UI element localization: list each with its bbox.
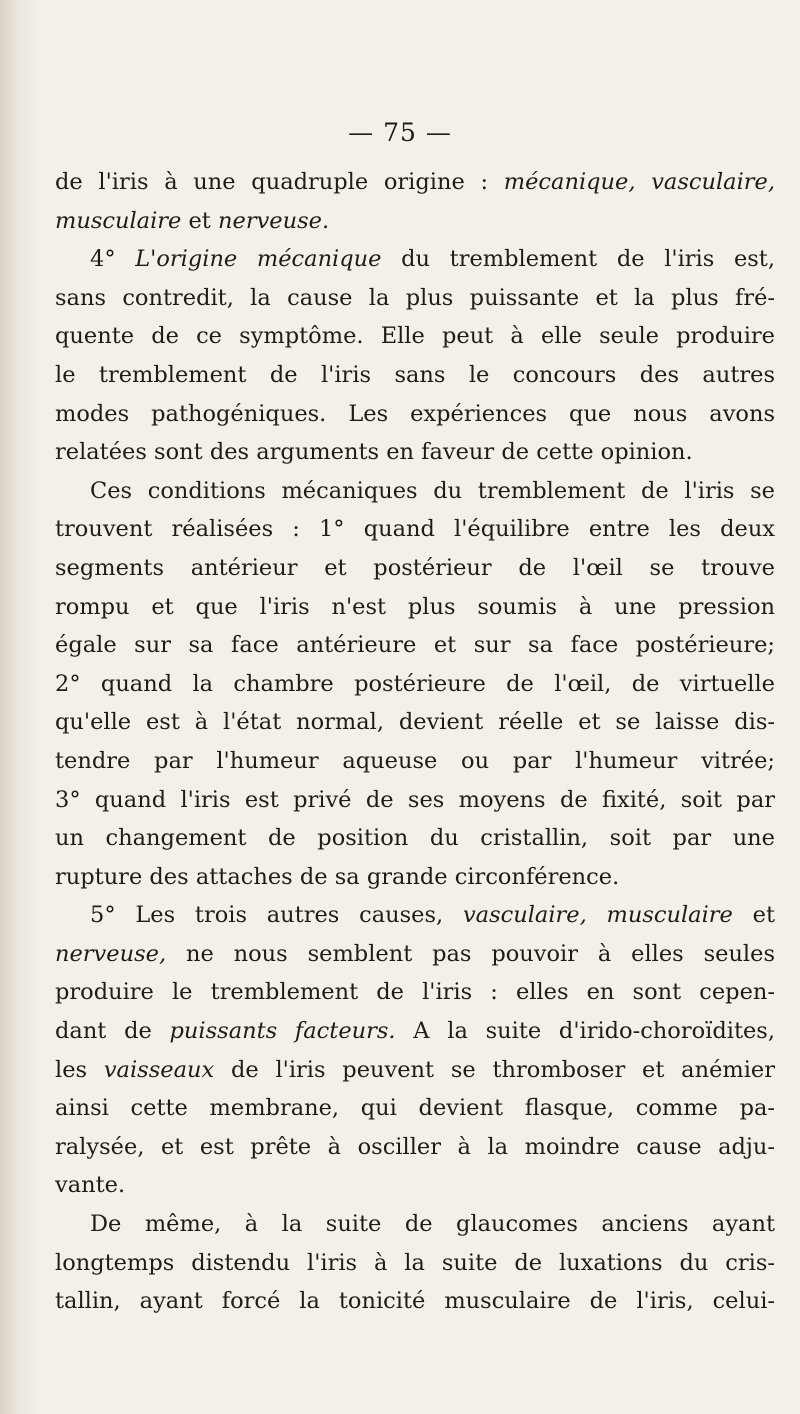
text-run: de l'iris à une quadruple origine : [55, 169, 504, 195]
text-run: le tremblement de l'iris sans le concours des autres [55, 361, 775, 388]
text-run: tallin, ayant forcé la tonicité musculaire de l'iris, celui- [55, 1288, 775, 1315]
text-line [55, 858, 775, 897]
text-line [55, 742, 775, 781]
text-line [55, 1166, 775, 1205]
italic-text: nerveuse. [218, 207, 330, 234]
text-line [55, 935, 775, 974]
text-line [55, 202, 775, 241]
text-run: les [55, 1056, 104, 1083]
text-line [55, 510, 775, 549]
italic-text: mécanique, vasculaire, [503, 169, 775, 195]
text-run: ralysée, et est prête à osciller à la moindre cause adju- [55, 1133, 775, 1160]
text-run: un changement de position du cristallin, soit par une [55, 825, 775, 852]
text-run: et [732, 902, 776, 929]
text-run: 5° Les trois autres causes, [90, 902, 463, 929]
text-run: ne nous semblent pas pouvoir à elles seules [166, 940, 775, 967]
text-line [55, 472, 775, 511]
text-run: Ces conditions mécaniques du tremblement de l'iris se [90, 477, 775, 504]
italic-text: puissants facteurs. [169, 1018, 396, 1045]
text-line [55, 279, 775, 318]
text-line [55, 163, 775, 202]
text-line [55, 1282, 775, 1321]
text-line [55, 1128, 775, 1167]
text-run: vante. [55, 1172, 126, 1199]
text-line [55, 588, 775, 627]
text-run: qu'elle est à l'état normal, devient réelle et se laisse dis- [55, 709, 775, 736]
text-run: modes pathogéniques. Les expériences que nous avons [55, 400, 775, 427]
text-run: 4° [90, 246, 136, 273]
text-run: ainsi cette membrane, qui devient flasque, comme pa- [55, 1095, 775, 1122]
text-line [55, 665, 775, 704]
text-line [55, 395, 775, 434]
italic-text: vasculaire, musculaire [462, 902, 733, 929]
text-run: A la suite d'irido-choroïdites, [395, 1018, 776, 1045]
text-run: du tremblement de l'iris est, [381, 246, 775, 273]
text-run: tendre par l'humeur aqueuse ou par l'humeur vitrée; [55, 747, 775, 774]
italic-text: musculaire [55, 207, 182, 234]
text-run: De même, à la suite de glaucomes anciens ayant [90, 1211, 775, 1238]
text-run: relatées sont des arguments en faveur de cette opinion. [55, 439, 693, 466]
text-line [55, 549, 775, 588]
text-run: longtemps distendu l'iris à la suite de luxations du cris- [55, 1249, 775, 1276]
text-line [55, 1244, 775, 1283]
text-run: rompu et que l'iris n'est plus soumis à une pression [55, 593, 775, 620]
page-number: — 75 — [348, 118, 452, 147]
text-run: produire le tremblement de l'iris : elles en sont cepen- [55, 979, 775, 1006]
text-run: trouvent réalisées : 1° quand l'équilibre entre les deux [55, 516, 775, 543]
text-run: dant de [55, 1018, 170, 1045]
text-line [55, 703, 775, 742]
italic-text: vaisseaux [103, 1056, 215, 1083]
text-line [55, 973, 775, 1012]
text-line [55, 819, 775, 858]
body-text [55, 163, 775, 1321]
text-line [55, 1205, 775, 1244]
text-line [55, 626, 775, 665]
text-run: de l'iris peuvent se thromboser et anémier [214, 1056, 775, 1083]
text-run: et [181, 207, 219, 234]
text-line [55, 433, 775, 472]
text-line [55, 1089, 775, 1128]
text-line [55, 896, 775, 935]
text-run: égale sur sa face antérieure et sur sa face postérieure; [55, 632, 775, 659]
italic-text: nerveuse, [55, 940, 167, 967]
text-line [55, 781, 775, 820]
text-line [55, 240, 775, 279]
text-line [55, 1012, 775, 1051]
text-run: 2° quand la chambre postérieure de l'œil, de virtuelle [55, 670, 775, 697]
italic-text: L'origine mécanique [135, 246, 382, 273]
text-run: quente de ce symptôme. Elle peut à elle seule produire [55, 323, 775, 350]
text-line [55, 356, 775, 395]
text-run: sans contredit, la cause la plus puissante et la plus fré- [55, 284, 775, 311]
text-run: rupture des attaches de sa grande circonférence. [55, 863, 620, 890]
text-run: 3° quand l'iris est privé de ses moyens de fixité, soit par [55, 786, 775, 813]
text-run: segments antérieur et postérieur de l'œil se trouve [55, 554, 775, 581]
text-line [55, 317, 775, 356]
text-line [55, 1051, 775, 1090]
